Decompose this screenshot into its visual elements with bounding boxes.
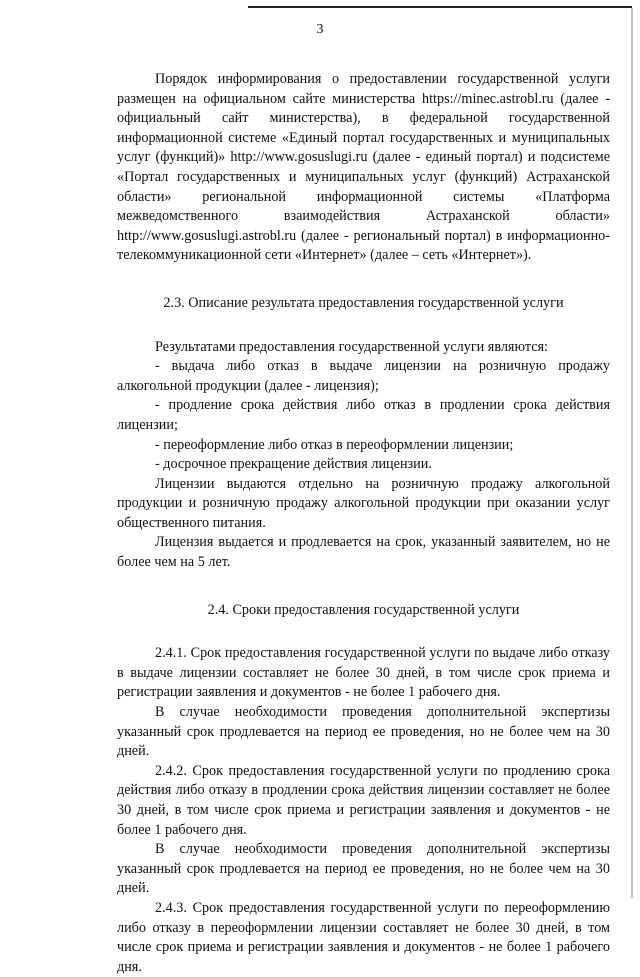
paragraph-2-4-1-extension: В случае необходимости проведения дополнительной экспертизы указанный срок продлевается на период ее проведения, но не более чем на 30 дней. [117, 704, 610, 760]
page-number: 3 [316, 22, 324, 37]
paragraph-2-4-3: 2.4.3. Срок предоставления государственной услуги по переоформлению либо отказу в переоформлении лицензии составляет не более 30 дней, в том числе срок приема и регистрации заявления и документов - не более 1 рабочего дня. [117, 899, 610, 975]
paragraph-license-term: Лицензия выдается и продлевается на срок, указанный заявителем, но не более чем на 5 лет. [117, 534, 610, 571]
paragraph-2-4-2-extension: В случае необходимости проведения дополнительной экспертизы указанный срок продлевается на период ее проведения, но не более чем на 30 дней. [117, 841, 610, 897]
list-item-result-1: - выдача либо отказ в выдаче лицензии на розничную продажу алкогольной продукции (далее - лицензия); [117, 358, 610, 394]
top-border-line [248, 6, 632, 8]
paragraph-informing-order: Порядок информирования о предоставлении государственной услуги размещен на официальном сайте министерства https://minec.astrobl.ru (далее - официальный сайт министерства), в федеральной государственной информационной системе «Единый портал государственных и муниципальных услуг (функций)» http://www.gosuslugi.ru (далее - единый портал) и подсистеме «Портал государственных и муниципальных услуг (функций) Астраханской области» региональной информационной системы «Платформа межведомственного взаимодействия Астраханской области» http://www.gosuslugi.astrobl.ru (далее - региональный портал) в информационно-телекоммуникационной сети «Интернет» (далее – сеть «Интернет»). [117, 71, 610, 264]
list-item-result-4: - досрочное прекращение действия лицензии. [155, 456, 432, 473]
section-heading-2-4: 2.4. Сроки предоставления государственной услуги [207, 601, 520, 618]
list-item-result-2: - продление срока действия либо отказ в продлении срока действия лицензии; [117, 397, 610, 433]
paragraph-2-4-1: 2.4.1. Срок предоставления государственной услуги по выдаче либо отказу в выдаче лицензии составляет не более 30 дней, в том числе срок приема и регистрации заявления и документов - не более 1 рабочего дня. [117, 645, 610, 701]
right-border-line [631, 8, 633, 898]
section-heading-2-3: 2.3. Описание результата предоставления государственной услуги [163, 294, 564, 311]
document-body [117, 70, 610, 977]
paragraph-licenses-separate: Лицензии выдаются отдельно на розничную продажу алкогольной продукции и розничную продажу алкогольной продукции при оказании услуг общественного питания. [117, 475, 610, 531]
list-item-result-3: - переоформление либо отказ в переоформлении лицензии; [155, 436, 514, 453]
paragraph-2-4-2: 2.4.2. Срок предоставления государственной услуги по продлению срока действия либо отказу в продлении срока действия лицензии составляет не более 30 дней, в том числе срок приема и регистрации заявления и документов - не более 1 рабочего дня. [117, 762, 610, 838]
paragraph-results-intro: Результатами предоставления государственной услуги являются: [155, 338, 549, 355]
